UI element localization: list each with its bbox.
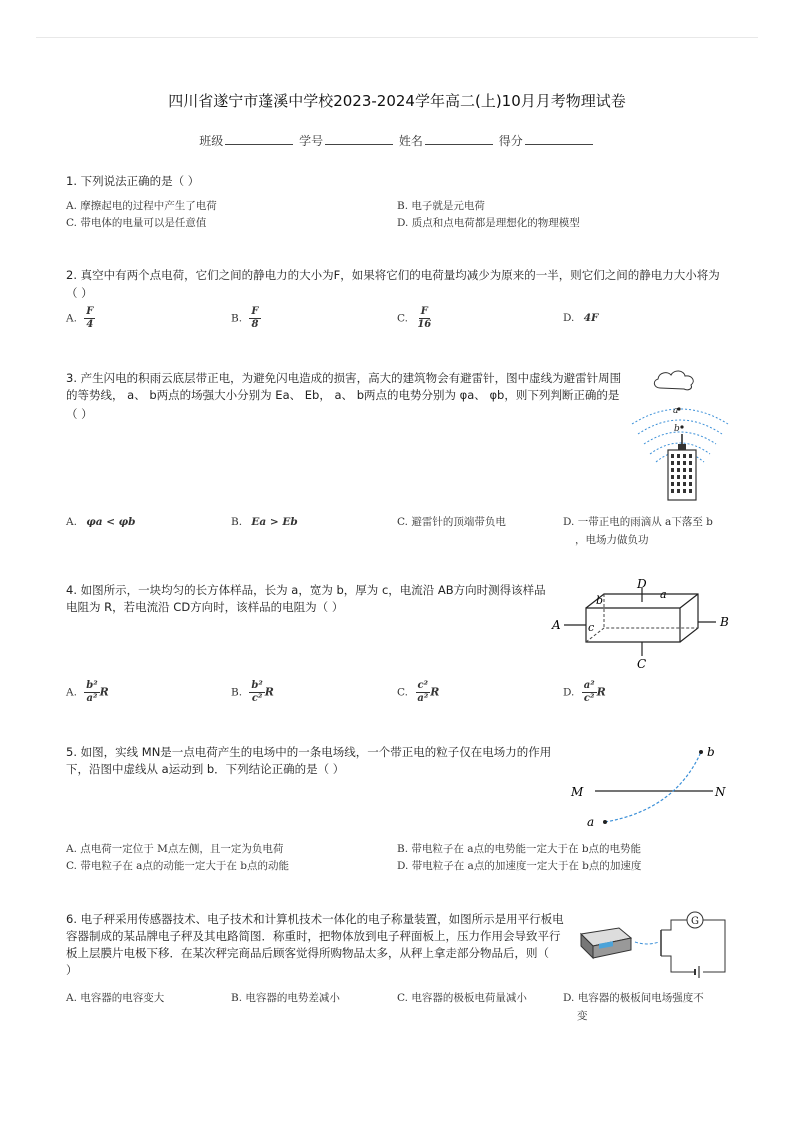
q4-option-a-label: A. xyxy=(66,686,77,699)
q4-d-numerator: a² xyxy=(583,680,595,691)
label-D: D xyxy=(637,578,647,591)
class-label: 班级 xyxy=(199,134,224,148)
q4-b-numerator: b² xyxy=(251,680,263,691)
q4-d-R: R xyxy=(596,685,606,699)
q1-stem: 1. 下列说法正确的是（ ） xyxy=(66,174,200,188)
q2-option-a-label: A. xyxy=(66,312,77,325)
label-b: b xyxy=(596,594,604,607)
q4-b-denominator: c² xyxy=(251,693,263,704)
q6-stem-line4: ） xyxy=(66,963,78,977)
label-N: N xyxy=(715,785,726,799)
label-A: A xyxy=(552,618,561,632)
q4-a-denominator: a² xyxy=(86,693,98,704)
q3-stem-line2: 的等势线， a、 b两点的场强大小分别为 Ea、 Eb， a、 b两点的电势分别为 φa、 φb，则下列判断正确的是（ ） xyxy=(66,388,620,421)
q5-option-b[interactable]: B. 带电粒子在 a点的电势能一定大于在 b点的电势能 xyxy=(397,843,642,855)
q1-option-b[interactable]: B. 电子就是元电荷 xyxy=(397,200,485,212)
particle-trajectory xyxy=(605,752,701,822)
q2-b-denominator: 8 xyxy=(251,319,259,330)
q2-option-c-fraction xyxy=(415,306,433,331)
q2-option-d-label: D. xyxy=(563,312,575,324)
galvanometer-label: G xyxy=(691,916,699,927)
q4-option-b-fraction xyxy=(249,680,264,705)
q2-option-d-value: 4F xyxy=(583,312,599,324)
q6-electronic-scale-figure xyxy=(575,906,735,980)
q2-a-numerator: F xyxy=(86,306,94,317)
q6-stem-line3: 板上层膜片电极下移．在某次秤完商品后顾客觉得所购物品太多，从秤上拿走部分物品后，则（ xyxy=(66,946,549,960)
page-title: 四川省遂宁市蓬溪中学校2023-2024学年高二(上)10月月考物理试卷 xyxy=(168,92,626,110)
q4-cuboid-figure xyxy=(548,578,734,672)
label-B: B xyxy=(720,615,729,629)
q2-stem-line1: 2. 真空中有两个点电荷，它们之间的静电力的大小为F，如果将它们的电荷量均减少为原来的一半，则它们之间的静电力大小将为 xyxy=(66,268,720,282)
q6-option-d-line2: 变 xyxy=(577,1010,588,1022)
q5-stem-line1: 5. 如图，实线 MN是一点电荷产生的电场中的一条电场线，一个带正电的粒子仅在电场力的作用 xyxy=(66,745,552,759)
q4-b-R: R xyxy=(264,685,274,699)
q4-c-denominator: a² xyxy=(417,693,429,704)
point-a-label: a xyxy=(673,406,679,416)
number-label: 学号 xyxy=(299,134,324,148)
q1-option-c[interactable]: C. 带电体的电量可以是任意值 xyxy=(66,217,207,229)
q2-c-denominator: 16 xyxy=(417,319,432,330)
q4-a-numerator: b² xyxy=(86,680,98,691)
class-blank xyxy=(225,134,293,145)
q2-option-b-fraction xyxy=(249,306,260,331)
q3-option-b-label: B. xyxy=(231,516,243,528)
q3-lightning-rod-figure xyxy=(630,364,740,504)
label-c: c xyxy=(588,621,595,634)
q4-stem-line2: 电阻为 R，若电流沿 CD方向时，该样品的电阻为（ ） xyxy=(66,600,344,614)
q4-option-a-fraction xyxy=(84,680,99,705)
q3-option-b-value: Ea > Eb xyxy=(251,516,298,528)
q2-c-numerator: F xyxy=(420,306,428,317)
q1-option-d[interactable]: D. 质点和点电荷都是理想化的物理模型 xyxy=(397,217,580,229)
q2-option-c-label: C. xyxy=(397,312,408,325)
q2-stem-line2: （ ） xyxy=(66,286,93,300)
q3-option-c[interactable]: C. 避雷针的顶端带负电 xyxy=(397,516,506,528)
q4-option-c-fraction xyxy=(415,680,430,705)
q5-option-a[interactable]: A. 点电荷一定位于 M点左侧，且一定为负电荷 xyxy=(66,843,284,855)
label-M: M xyxy=(571,785,584,799)
q3-option-d-line2: ，电场力做负功 xyxy=(575,534,649,546)
q3-option-a[interactable] xyxy=(66,513,136,531)
name-blank xyxy=(425,134,493,145)
q2-option-c[interactable] xyxy=(397,306,433,331)
q4-option-c[interactable] xyxy=(397,680,439,705)
q3-option-d[interactable] xyxy=(563,513,733,549)
q4-option-d-label: D. xyxy=(563,686,575,699)
q4-c-R: R xyxy=(430,685,440,699)
q6-option-b[interactable]: B. 电容器的电势差减小 xyxy=(231,992,340,1004)
q3-option-b[interactable] xyxy=(231,513,298,531)
q5-option-c[interactable]: C. 带电粒子在 a点的动能一定大于在 b点的动能 xyxy=(66,860,289,872)
q6-option-d-line1: D. 电容器的极板间电场强度不 xyxy=(563,992,704,1004)
point-b xyxy=(699,750,703,754)
q4-option-d[interactable] xyxy=(563,680,606,705)
q4-d-denominator: c² xyxy=(583,693,595,704)
q1-option-a[interactable]: A. 摩擦起电的过程中产生了电荷 xyxy=(66,200,217,212)
q6-option-d[interactable] xyxy=(563,989,733,1025)
q6-option-c[interactable]: C. 电容器的极板电荷量减小 xyxy=(397,992,527,1004)
q4-option-c-label: C. xyxy=(397,686,408,699)
q2-a-denominator: 4 xyxy=(86,319,94,330)
name-label: 姓名 xyxy=(398,134,423,148)
cuboid-hidden-edges xyxy=(586,628,698,642)
q2-option-d[interactable] xyxy=(563,309,599,327)
q2-option-a-fraction xyxy=(84,306,95,331)
q4-a-R: R xyxy=(99,685,109,699)
q3-option-d-line1: D. 一带正电的雨滴从 a下落至 b xyxy=(563,516,713,528)
q5-option-d[interactable]: D. 带电粒子在 a点的加速度一定大于在 b点的加速度 xyxy=(397,860,642,872)
point-a xyxy=(603,820,607,824)
q2-option-b[interactable] xyxy=(231,306,261,331)
point-b-label: b xyxy=(674,424,680,434)
q4-option-b-label: B. xyxy=(231,686,243,699)
header-divider xyxy=(36,37,758,38)
cuboid-front-face xyxy=(586,608,680,642)
score-label: 得分 xyxy=(498,134,523,148)
scale-icon xyxy=(581,928,631,958)
label-C: C xyxy=(637,657,647,671)
q3-option-a-label: A. xyxy=(66,516,77,528)
q5-field-line-figure xyxy=(565,740,735,832)
q4-c-numerator: c² xyxy=(417,680,428,691)
q6-stem-line2: 容器制成的某品牌电子秤及其电路简图．称重时，把物体放到电子秤面板上，压力作用会导致平行 xyxy=(66,929,561,943)
q2-option-a[interactable] xyxy=(66,306,95,331)
q6-option-a[interactable]: A. 电容器的电容变大 xyxy=(66,992,165,1004)
diaphragm-electrode xyxy=(635,942,659,944)
q3-stem-line1: 3. 产生闪电的积雨云底层带正电，为避免闪电造成的损害，高大的建筑物会有避雷针，图中虚线为避雷针周围 xyxy=(66,371,622,385)
q4-option-d-fraction xyxy=(582,680,597,705)
q3-option-a-value: φa < φb xyxy=(86,516,136,528)
q4-option-a[interactable] xyxy=(66,680,109,705)
q2-b-numerator: F xyxy=(251,306,259,317)
point-b xyxy=(680,425,683,428)
student-info-row xyxy=(0,132,794,149)
score-blank xyxy=(525,134,593,145)
q4-stem-line1: 4. 如图所示，一块均匀的长方体样品，长为 a，宽为 b，厚为 c，电流沿 AB方向时测得该样品 xyxy=(66,583,546,597)
label-b: b xyxy=(707,745,715,759)
q2-option-b-label: B. xyxy=(231,312,243,325)
q6-stem-line1: 6. 电子秤采用传感器技术、电子技术和计算机技术一体化的电子称量装置，如图所示是用平行板电 xyxy=(66,912,564,926)
label-a: a xyxy=(587,815,595,829)
q5-stem-line2: 下，沿图中虚线从 a运动到 b．下列结论正确的是（ ） xyxy=(66,762,345,776)
label-a: a xyxy=(660,588,667,601)
q4-option-b[interactable] xyxy=(231,680,274,705)
cloud-icon xyxy=(654,371,693,390)
number-blank xyxy=(325,134,393,145)
